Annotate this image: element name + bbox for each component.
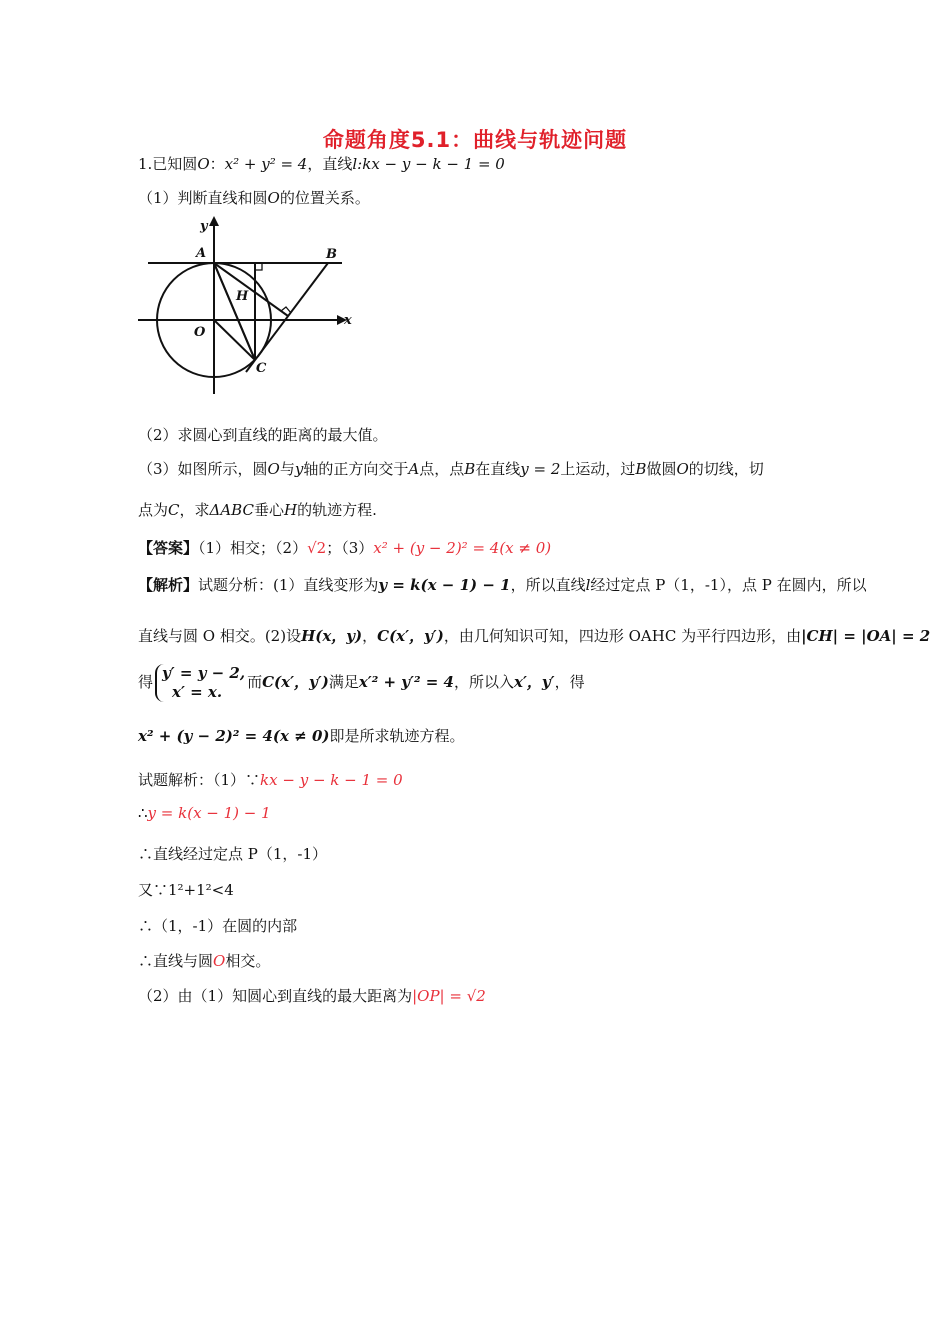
question-1-stem: 1.已知圆O：x² + y² = 4，直线l:kx − y − k − 1 = 0 bbox=[138, 155, 505, 173]
solution-line-6: ∴直线与圆O相交。 bbox=[138, 952, 271, 970]
solution-line-1: 试题解析：（1）∵kx − y − k − 1 = 0 bbox=[138, 771, 403, 789]
tangent-bc bbox=[246, 263, 328, 372]
solution-line-2: ∴y = k(x − 1) − 1 bbox=[138, 804, 271, 822]
label-y: y bbox=[200, 219, 208, 234]
page-title: 命题角度5.1：曲线与轨迹问题 bbox=[322, 128, 628, 152]
question-part-3-cont: 点为C，求ΔABC垂心H的轨迹方程. bbox=[138, 501, 377, 519]
label-c: C bbox=[256, 361, 267, 376]
answer-line: 【答案】（1）相交；（2）√2；（3）x² + (y − 2)² = 4(x ≠ 0) bbox=[138, 539, 552, 557]
question-part-1: （1）判断直线和圆O的位置关系。 bbox=[138, 189, 370, 207]
label-o: O bbox=[194, 325, 206, 340]
y-axis-arrow bbox=[209, 216, 219, 226]
question-part-2: （2）求圆心到直线的距离的最大值。 bbox=[138, 426, 388, 444]
label-x: x bbox=[344, 313, 352, 328]
label-a: A bbox=[196, 246, 207, 261]
equation-system: y′ = y − 2, x′ = x. bbox=[155, 664, 245, 702]
label-b: B bbox=[326, 247, 337, 262]
label-h: H bbox=[236, 289, 249, 304]
analysis-line-1: 【解析】试题分析：(1）直线变形为y = k(x − 1) − 1，所以直线l经过定点 P（1，-1），点 P 在圆内，所以 bbox=[138, 576, 867, 594]
question-part-3: （3）如图所示，圆O与y轴的正方向交于A点，点B在直线y = 2上运动，过B做圆O的切线，切 bbox=[138, 460, 764, 478]
solution-line-3: ∴直线经过定点 P（1，-1） bbox=[138, 845, 328, 863]
solution-line-5: ∴（1，-1）在圆的内部 bbox=[138, 917, 298, 935]
geometry-figure bbox=[136, 214, 358, 396]
analysis-line-3: 得 y′ = y − 2, x′ = x.而C(x′，y′)满足x′² + y′² = 4，所以入x′，y′，得 bbox=[138, 664, 585, 701]
solution-line-7: （2）由（1）知圆心到直线的最大距离为|OP| = √2 bbox=[138, 987, 486, 1005]
solution-line-4: 又∵1²+1²<4 bbox=[138, 881, 234, 899]
analysis-line-2: 直线与圆 O 相交。(2)设H(x，y)，C(x′，y′)，由几何知识可知，四边形 OAHC 为平行四边形，由|CH| = |OA| = 2 bbox=[138, 627, 931, 645]
segment-oc bbox=[214, 320, 255, 360]
analysis-line-4: x² + (y − 2)² = 4(x ≠ 0)即是所求轨迹方程。 bbox=[138, 727, 465, 745]
